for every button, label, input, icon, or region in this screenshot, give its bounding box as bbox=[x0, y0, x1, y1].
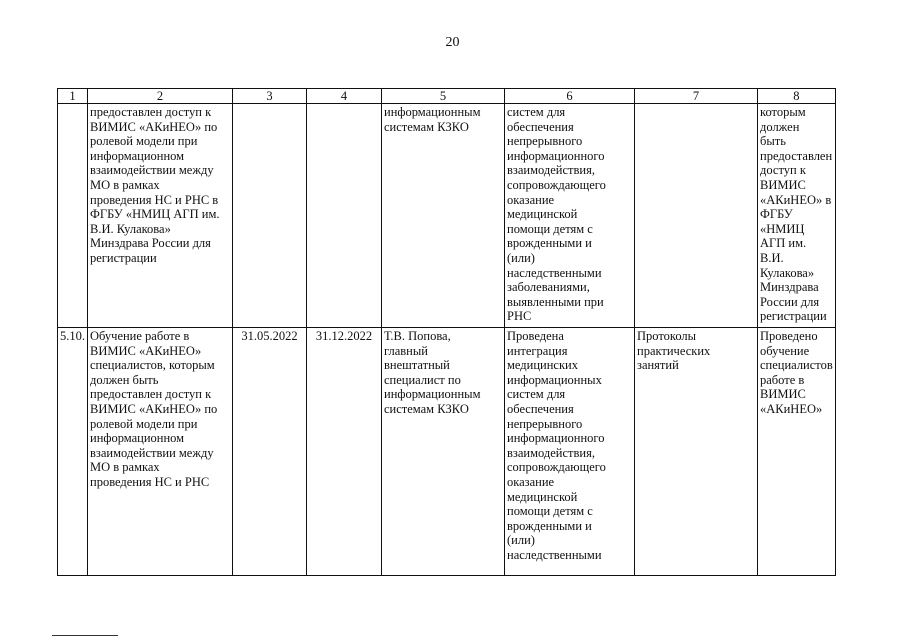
document-cell: Протоколы практических занятий bbox=[635, 328, 758, 576]
document-cell bbox=[635, 104, 758, 328]
column-header: 6 bbox=[505, 89, 635, 104]
column-header-row bbox=[58, 89, 836, 104]
column-header: 5 bbox=[382, 89, 505, 104]
table-row bbox=[58, 104, 836, 328]
page-number: 20 bbox=[445, 35, 460, 50]
row-number-cell: 5.10. bbox=[58, 328, 88, 576]
plan-table bbox=[57, 88, 836, 576]
table-row bbox=[58, 328, 836, 576]
column-header: 3 bbox=[233, 89, 307, 104]
footer-divider bbox=[52, 635, 118, 636]
indicator-cell: Проведено обучение специалистов работе в ВИМИС «АКиНЕО» bbox=[758, 328, 836, 576]
indicator-cell: которым должен быть предоставлен доступ к ВИМИС «АКиНЕО» в ФГБУ «НМИЦ АГП им. В.И. Кулакова» Минздрава России для регистрации bbox=[758, 104, 836, 328]
column-header: 7 bbox=[635, 89, 758, 104]
column-header: 2 bbox=[88, 89, 233, 104]
activity-cell: Обучение работе в ВИМИС «АКиНЕО» специалистов, которым должен быть предоставлен доступ к ВИМИС «АКиНЕО» по ролевой модели при информационном взаимодействии между МО в рамках проведения НС и РНС bbox=[88, 328, 233, 576]
column-header: 4 bbox=[307, 89, 382, 104]
start-date-cell bbox=[233, 104, 307, 328]
responsible-cell: информационным системам КЗКО bbox=[382, 104, 505, 328]
column-header: 8 bbox=[758, 89, 836, 104]
column-header: 1 bbox=[58, 89, 88, 104]
end-date-cell: 31.12.2022 bbox=[307, 328, 382, 576]
result-cell: Проведена интеграция медицинских информационных систем для обеспечения непрерывного информационного взаимодействия, сопровождающего оказание медицинской помощи детям с врожденными и (или) наследственными bbox=[505, 328, 635, 576]
row-number-cell bbox=[58, 104, 88, 328]
responsible-cell: Т.В. Попова, главный внештатный специалист по информационным системам КЗКО bbox=[382, 328, 505, 576]
start-date-cell: 31.05.2022 bbox=[233, 328, 307, 576]
result-cell: систем для обеспечения непрерывного информационного взаимодействия, сопровождающего оказание медицинской помощи детям с врожденными и (или) наследственными заболеваниями, выявленными при РНС bbox=[505, 104, 635, 328]
activity-cell: предоставлен доступ к ВИМИС «АКиНЕО» по ролевой модели при информационном взаимодействии между МО в рамках проведения НС и РНС в ФГБУ «НМИЦ АГП им. В.И. Кулакова» Минздрава России для регистрации bbox=[88, 104, 233, 328]
end-date-cell bbox=[307, 104, 382, 328]
